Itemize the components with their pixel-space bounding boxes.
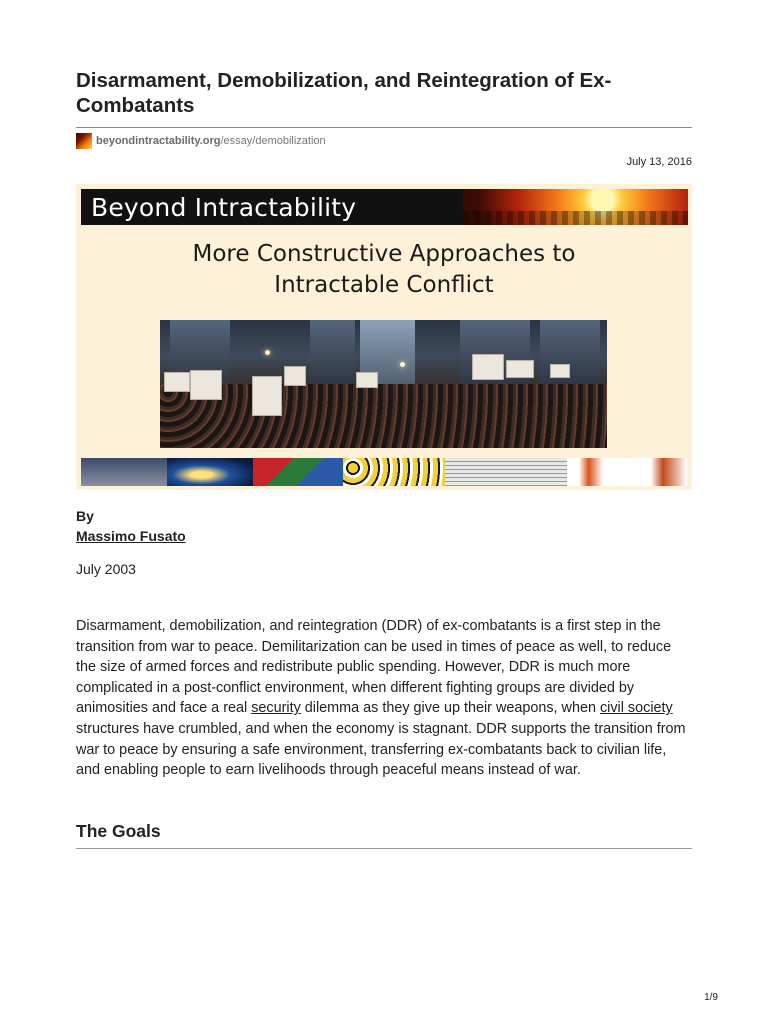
street-light (400, 362, 405, 367)
banner-title-bar (81, 189, 688, 225)
street-light (265, 350, 270, 355)
site-banner-image (76, 184, 692, 490)
byline-label: By (76, 508, 94, 524)
source-path[interactable]: /essay/demobilization (220, 135, 326, 147)
publication-date: July 2003 (76, 561, 136, 577)
source-line[interactable] (76, 132, 326, 150)
paragraph-text: dilemma as they give up their weapons, when (300, 700, 600, 717)
protest-sign (164, 372, 190, 392)
paragraph-text: Disarmament, demobilization, and reintegration (DDR) of ex-combatants is a first step in the transition from war to peace. Demilitarization can be used in times of peace as well, to reduce the size of armed forces and redistribute public spending. However, DDR is much more complicated in a post-conflict environment, when different fighting groups are divided by animosities and face a real (76, 618, 672, 717)
protest-sign (252, 376, 282, 416)
site-favicon-icon (76, 133, 92, 149)
title-divider (76, 127, 692, 128)
protest-sign (472, 354, 504, 380)
protest-crowd-photo (160, 320, 607, 448)
saved-date: July 13, 2016 (626, 156, 692, 168)
section-heading: The Goals (76, 821, 161, 841)
thumbnail (167, 458, 253, 486)
protest-sign (190, 370, 222, 400)
page-number: 1/9 (704, 992, 718, 1003)
banner-subtitle-line1: More Constructive Approaches to (192, 241, 576, 267)
section-divider (76, 848, 692, 849)
article-title: Disarmament, Demobilization, and Reintegration of Ex-Combatants (76, 69, 612, 117)
building (540, 320, 600, 390)
paragraph-text: structures have crumbled, and when the economy is stagnant. DDR supports the transition from war to peace by ensuring a safe environment, transferring ex-combatants back to civilian life, and enabling people to earn livelihoods through peaceful means instead of war. (76, 720, 686, 779)
thumbnail (343, 458, 445, 486)
protest-sign (550, 364, 570, 378)
source-domain[interactable]: beyondintractability.org (96, 135, 221, 147)
thumbnail (445, 458, 567, 486)
banner-thumbnail-strip (81, 458, 687, 486)
banner-subtitle (76, 239, 692, 301)
author-link[interactable]: Massimo Fusato (76, 528, 186, 544)
building (310, 320, 355, 390)
byline (76, 506, 186, 546)
civil-society-link[interactable]: civil society (599, 700, 673, 717)
protest-sign (506, 360, 534, 378)
intro-paragraph (76, 616, 692, 781)
thumbnail (567, 458, 687, 486)
protest-sign (284, 366, 306, 386)
treeline-graphic (463, 211, 688, 225)
banner-site-name: Beyond Intractability (91, 193, 357, 222)
banner-subtitle-line2: Intractable Conflict (274, 272, 494, 298)
protest-sign (356, 372, 378, 388)
thumbnail (253, 458, 343, 486)
crowd (160, 384, 607, 448)
thumbnail (81, 458, 167, 486)
security-link[interactable]: security (251, 700, 301, 717)
